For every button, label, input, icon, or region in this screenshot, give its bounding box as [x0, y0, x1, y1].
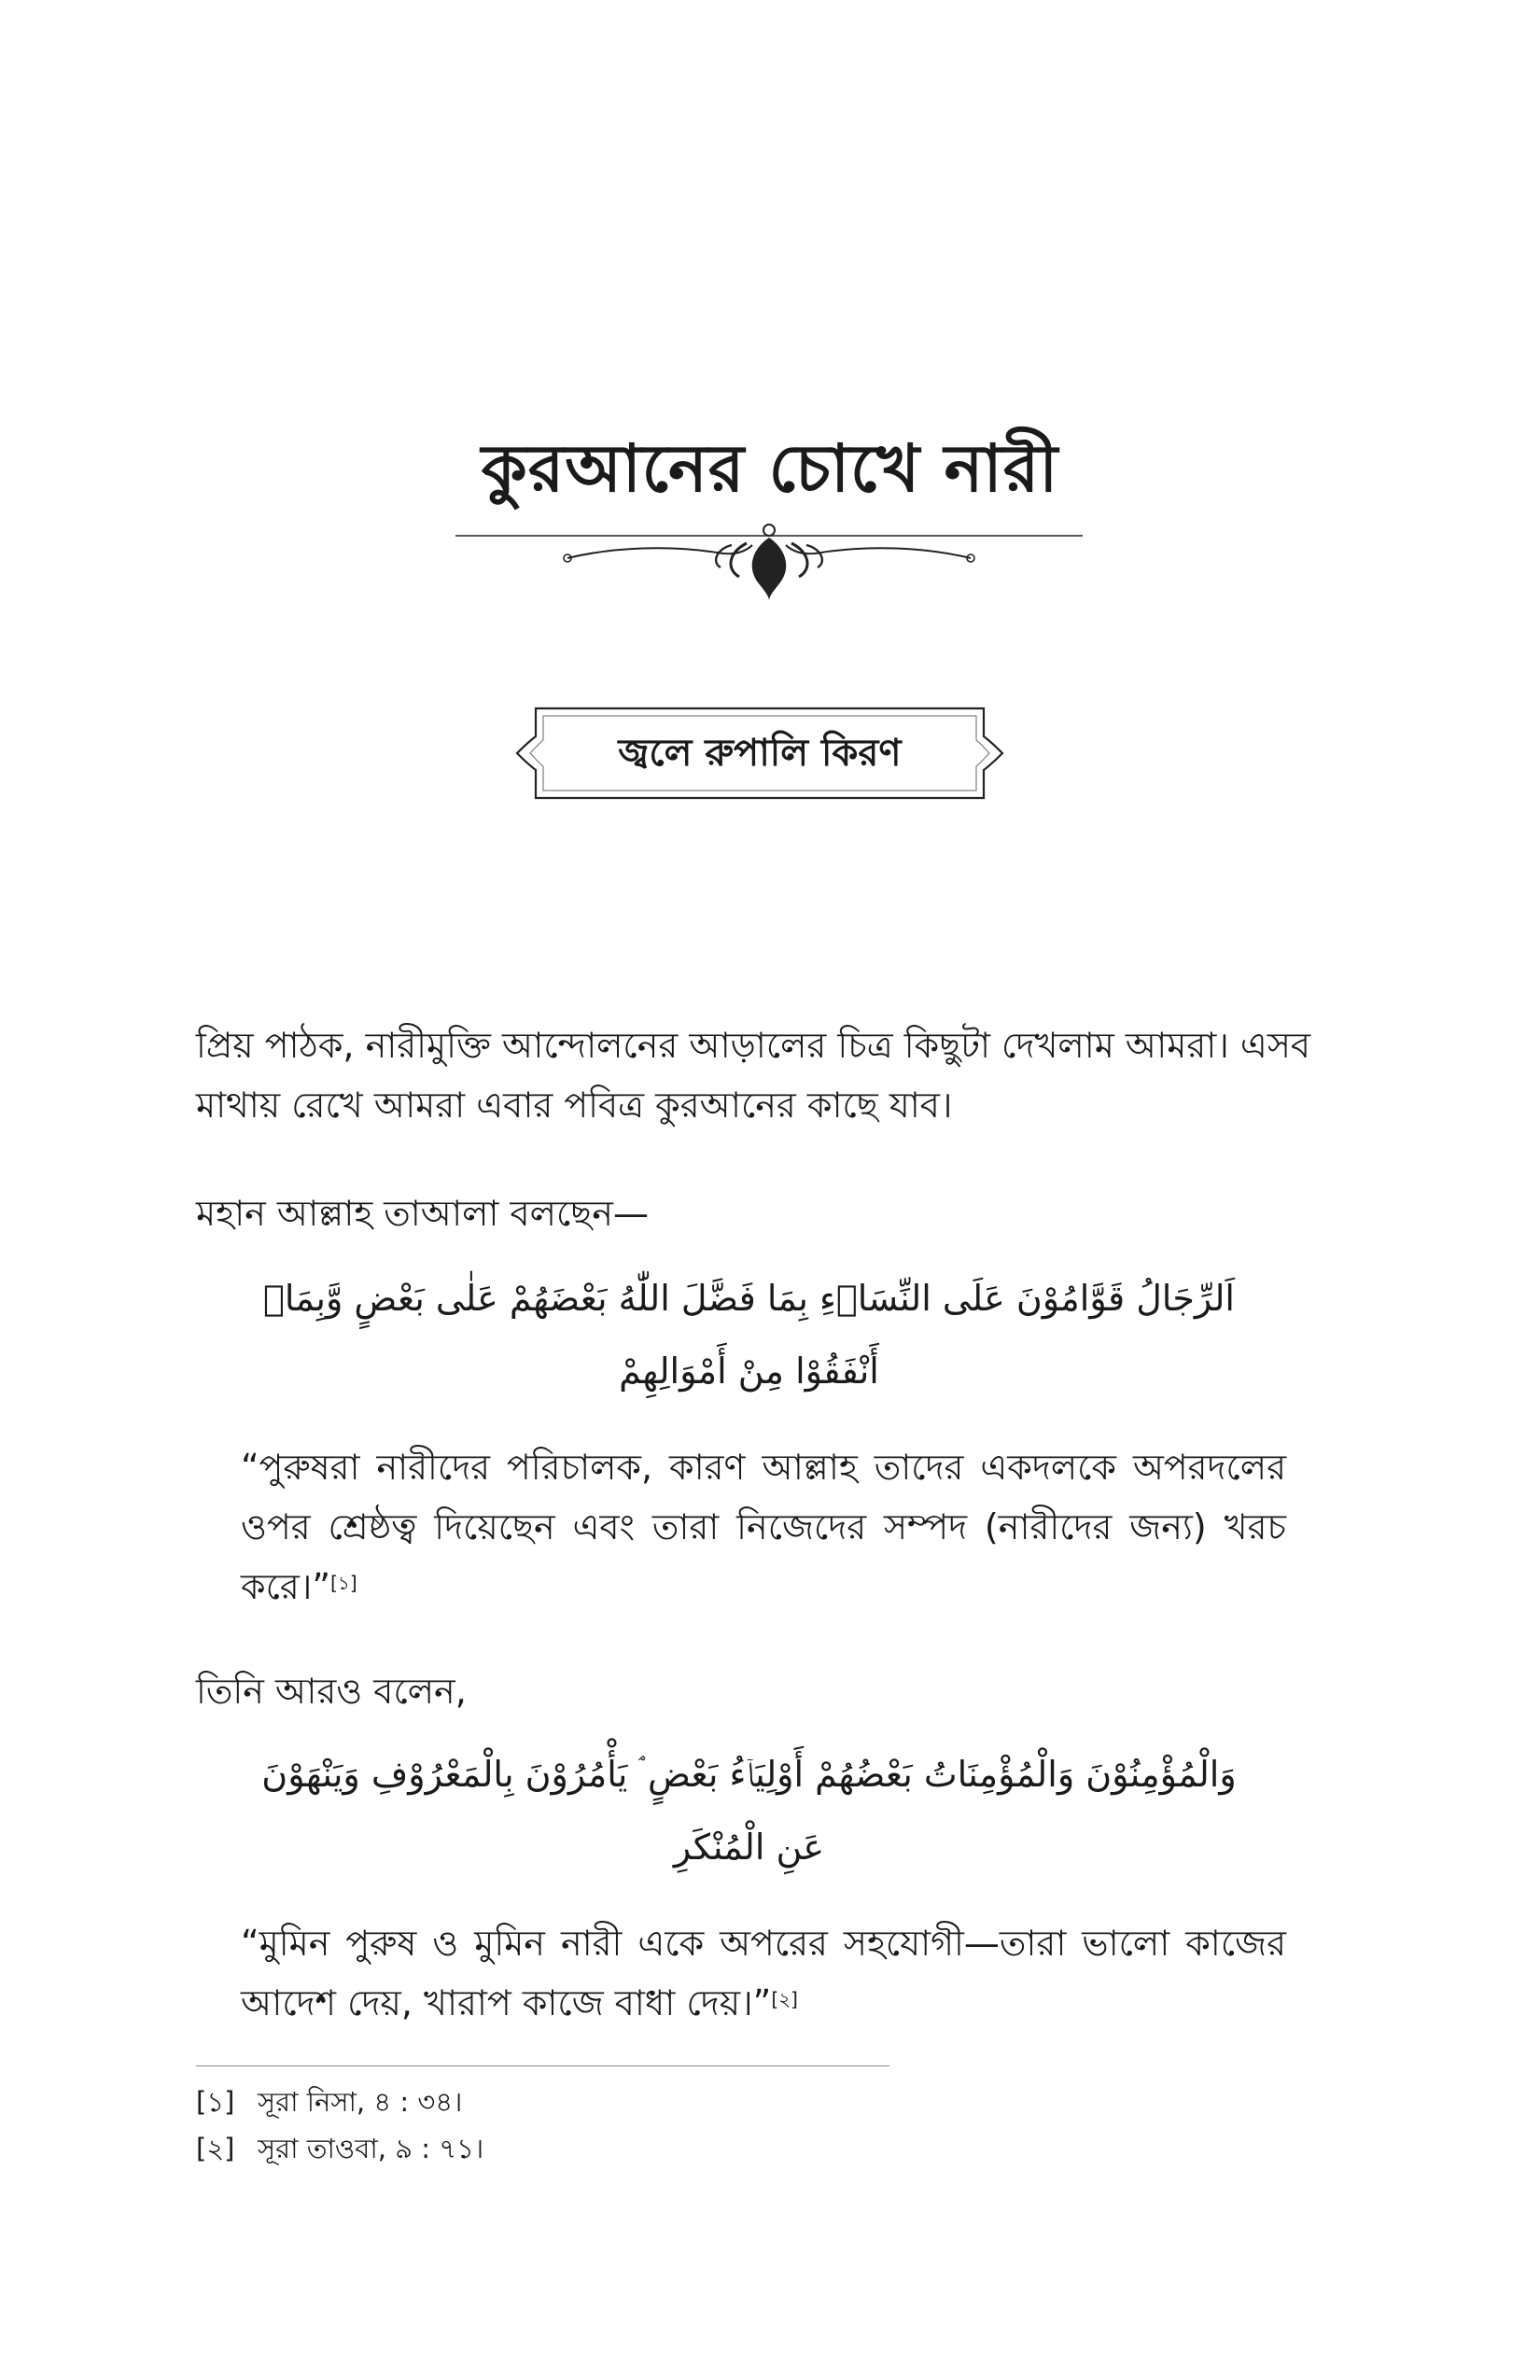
- footnote-2: [196, 2130, 483, 2167]
- intro-paragraph: প্রিয় পাঠক, নারীমুক্তি আন্দোলনের আড়ালের চিত্র কিছুটা দেখলাম আমরা। এসব মাথায় রেখে আমরা এবার পবিত্র কুরআনের কাছে যাব।: [196, 1025, 1311, 1126]
- footnote-2-number: [২]: [196, 2133, 235, 2164]
- verse-1-translation-text: “পুরুষরা নারীদের পরিচালক, কারণ আল্লাহ তাদের একদলকে অপরদলের ওপর শ্রেষ্ঠত্ব দিয়েছেন এবং তারা নিজেদের সম্পদ (নারীদের জন্য) খরচ করে।”: [241, 1447, 1286, 1607]
- flourish-divider-icon: [455, 511, 1083, 605]
- chapter-title: কুরআনের চোখে নারী: [481, 430, 1059, 507]
- footnote-2-text: সূরা তাওবা, ৯ : ৭১।: [258, 2133, 484, 2164]
- footnote-divider: [196, 2065, 889, 2066]
- footnote-1: [196, 2083, 462, 2121]
- verse-1-translation: [241, 1437, 1286, 1617]
- footnote-1-text: সূরা নিসা, ৪ : ৩৪।: [258, 2086, 463, 2118]
- arabic-verse-1: اَلرِّجَالُ قَوَّامُوْنَ عَلَى النِّسَاۤءِ بِمَا فَضَّلَ اللّٰهُ بَعْضَهُمْ عَلٰى بَعْضٍ وَّبِمَاۤ أَنْفَقُوْا مِنْ أَمْوَالِهِمْ: [263, 1278, 1235, 1392]
- second-lead-paragraph: তিনি আরও বলেন,: [196, 1671, 467, 1712]
- arabic-verse-2: وَالْمُؤْمِنُوْنَ وَالْمُؤْمِنَاتُ بَعْضُهُمْ أَوْلِيَاۤءُ بَعْضٍ ۘ يَأْمُرُوْنَ بِالْمَعْرُوْفِ وَيَنْهَوْنَ عَنِ الْمُنْكَرِ: [261, 1754, 1237, 1868]
- footnote-ref-1[interactable]: [১]: [330, 1572, 357, 1594]
- section-heading-box: [511, 703, 1008, 804]
- verse-2-translation: [241, 1913, 1286, 2033]
- footnote-ref-2[interactable]: [২]: [771, 1988, 798, 2010]
- verse-2-translation-text: “মুমিন পুরুষ ও মুমিন নারী একে অপরের সহযোগী—তারা ভালো কাজের আদেশ দেয়, খারাপ কাজে বাধা দেয়।”: [241, 1923, 1286, 2023]
- section-heading: জ্বলে রুপালি কিরণ: [618, 732, 902, 775]
- footnote-1-number: [১]: [196, 2086, 235, 2118]
- quote-lead-paragraph: মহান আল্লাহ তাআলা বলছেন—: [196, 1193, 649, 1234]
